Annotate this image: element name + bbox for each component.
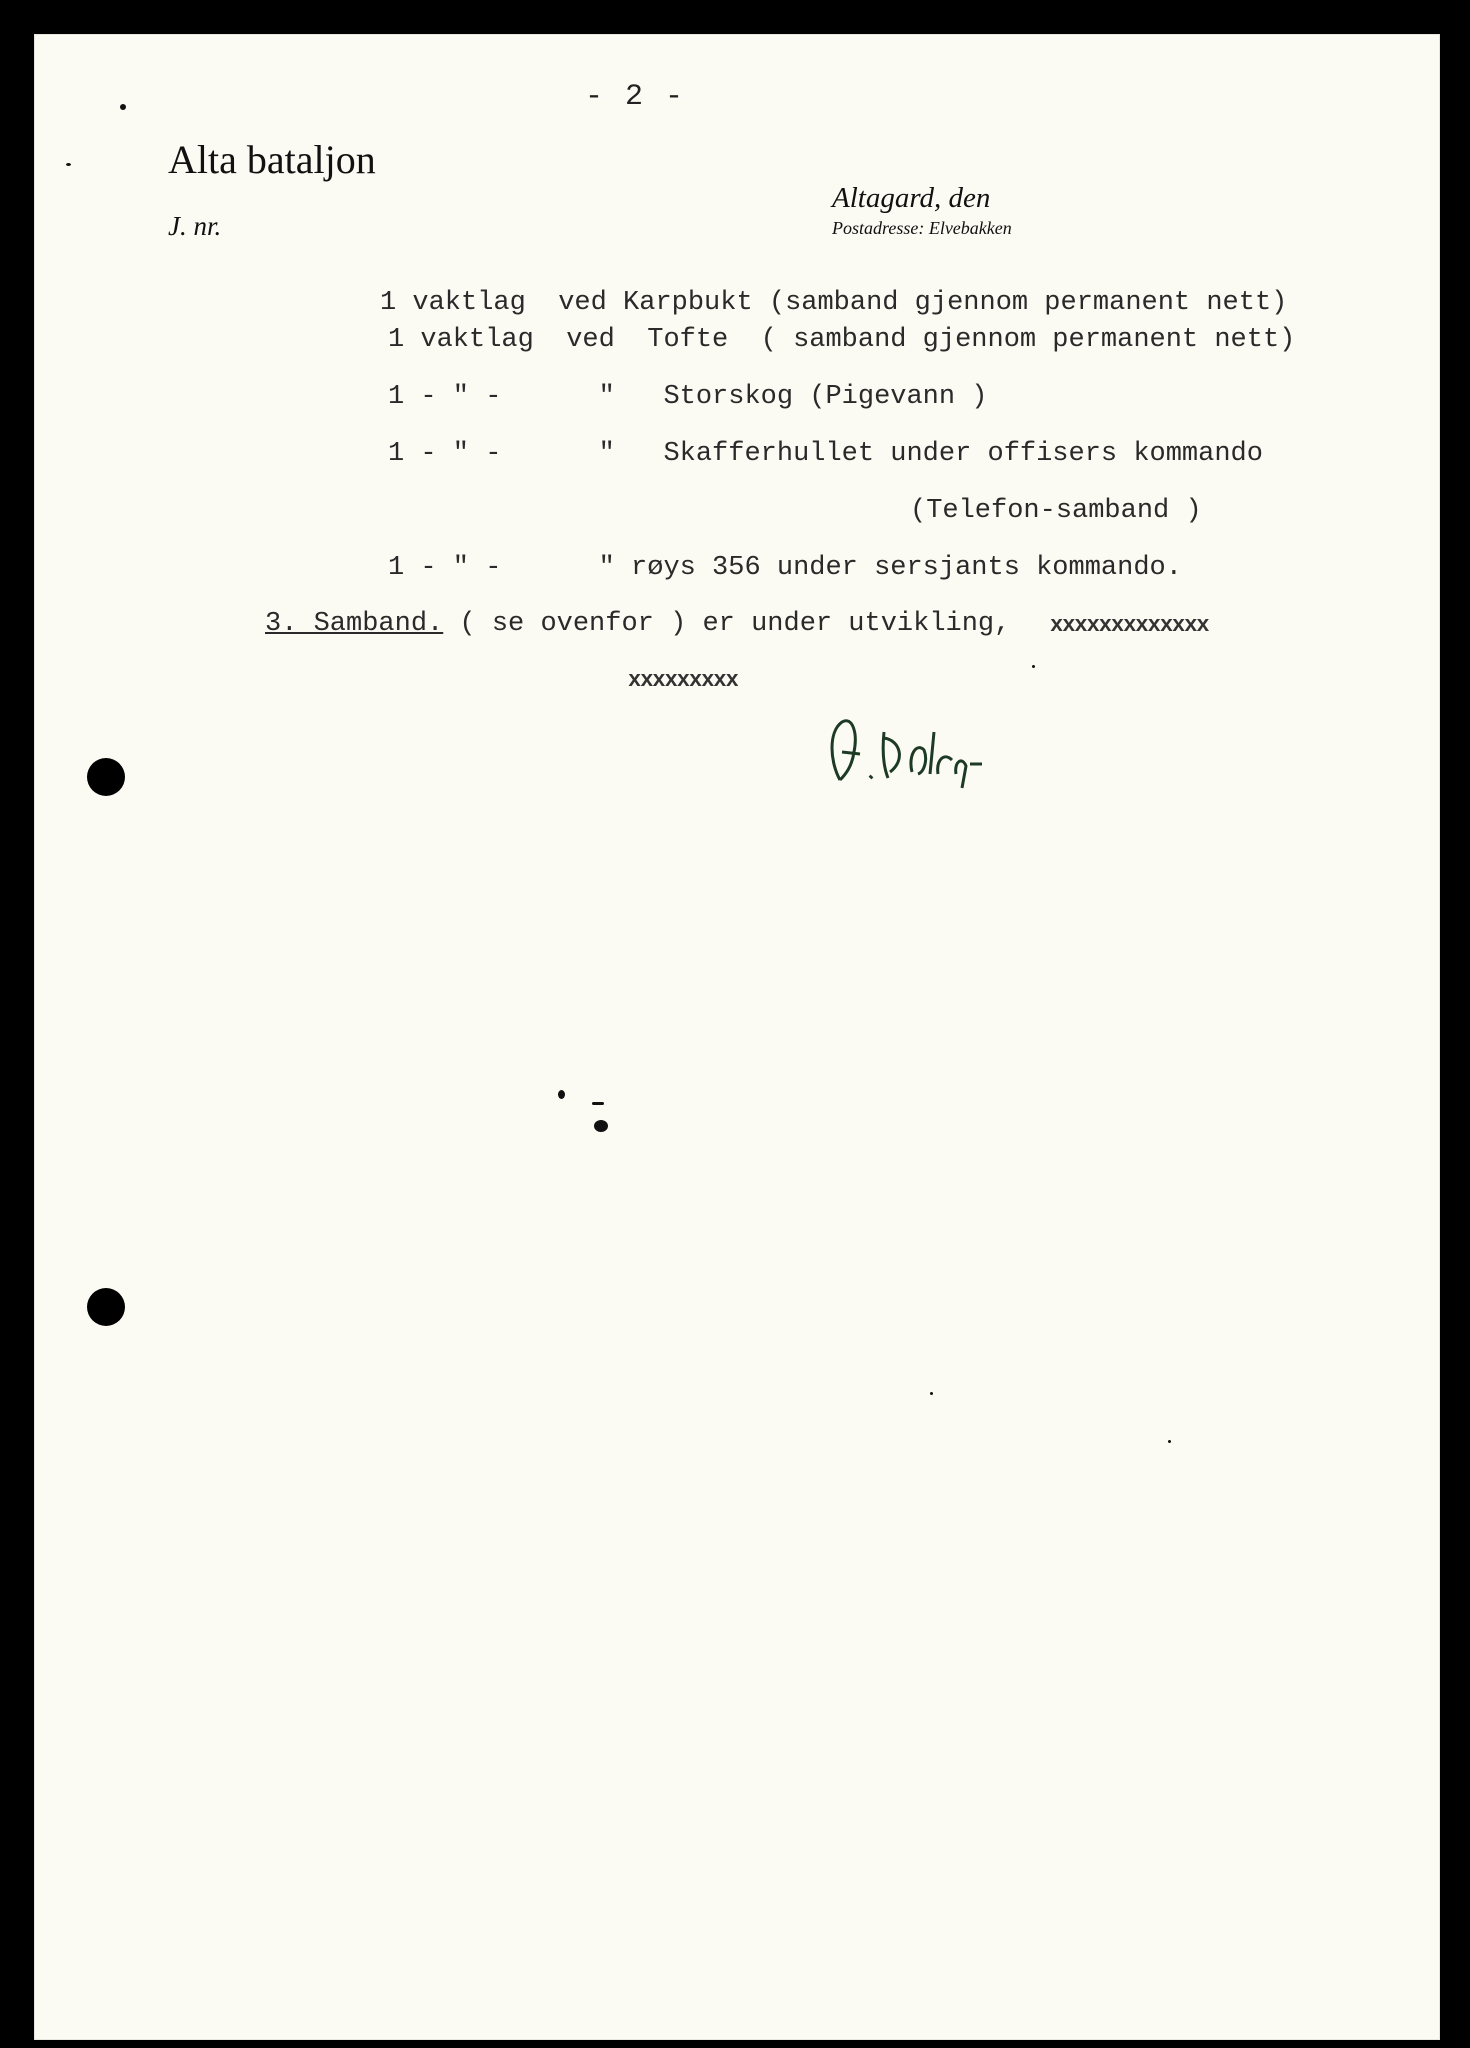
ink-speck-icon: [558, 1090, 565, 1099]
ink-speck-icon: [1032, 665, 1035, 668]
section-3-text: ( se ovenfor ) er under utvikling,: [443, 609, 1011, 639]
organization-name: Alta bataljon: [168, 137, 376, 182]
punch-hole-icon: [87, 758, 125, 796]
handwritten-signature: [812, 702, 1002, 797]
body-line-2: 1 vaktlag ved Tofte ( samband gjennom permanent nett): [388, 325, 1296, 355]
ink-speck-icon: [66, 163, 71, 166]
ink-speck-icon: [930, 1392, 933, 1395]
ink-speck-icon: [592, 1102, 604, 1105]
body-line-3: 1 - " - " Storskog (Pigevann ): [388, 382, 988, 412]
section-3: [265, 609, 1010, 639]
struck-out-text-1: xxxxxxxxxxxxx: [1050, 613, 1209, 638]
postal-address: Postadresse: Elvebakken: [832, 218, 1012, 238]
body-line-6: 1 - " - " røys 356 under sersjants kommando.: [388, 553, 1182, 583]
body-line-5: (Telefon-samband ): [910, 496, 1202, 526]
place-date: Altagard, den: [832, 182, 991, 214]
page-number: - 2 -: [585, 80, 686, 114]
section-3-heading: 3. Samband.: [265, 609, 444, 639]
ink-speck-icon: [1168, 1440, 1171, 1443]
punch-hole-icon: [87, 1288, 125, 1326]
body-line-1: 1 vaktlag ved Karpbukt (samband gjennom permanent nett): [380, 288, 1288, 318]
struck-out-text-2: xxxxxxxxx: [628, 668, 738, 693]
body-line-4: 1 - " - " Skafferhullet under offisers kommando: [388, 439, 1263, 469]
ink-speck-icon: [594, 1120, 608, 1132]
ink-speck-icon: [120, 104, 126, 110]
journal-number-label: J. nr.: [168, 211, 222, 241]
